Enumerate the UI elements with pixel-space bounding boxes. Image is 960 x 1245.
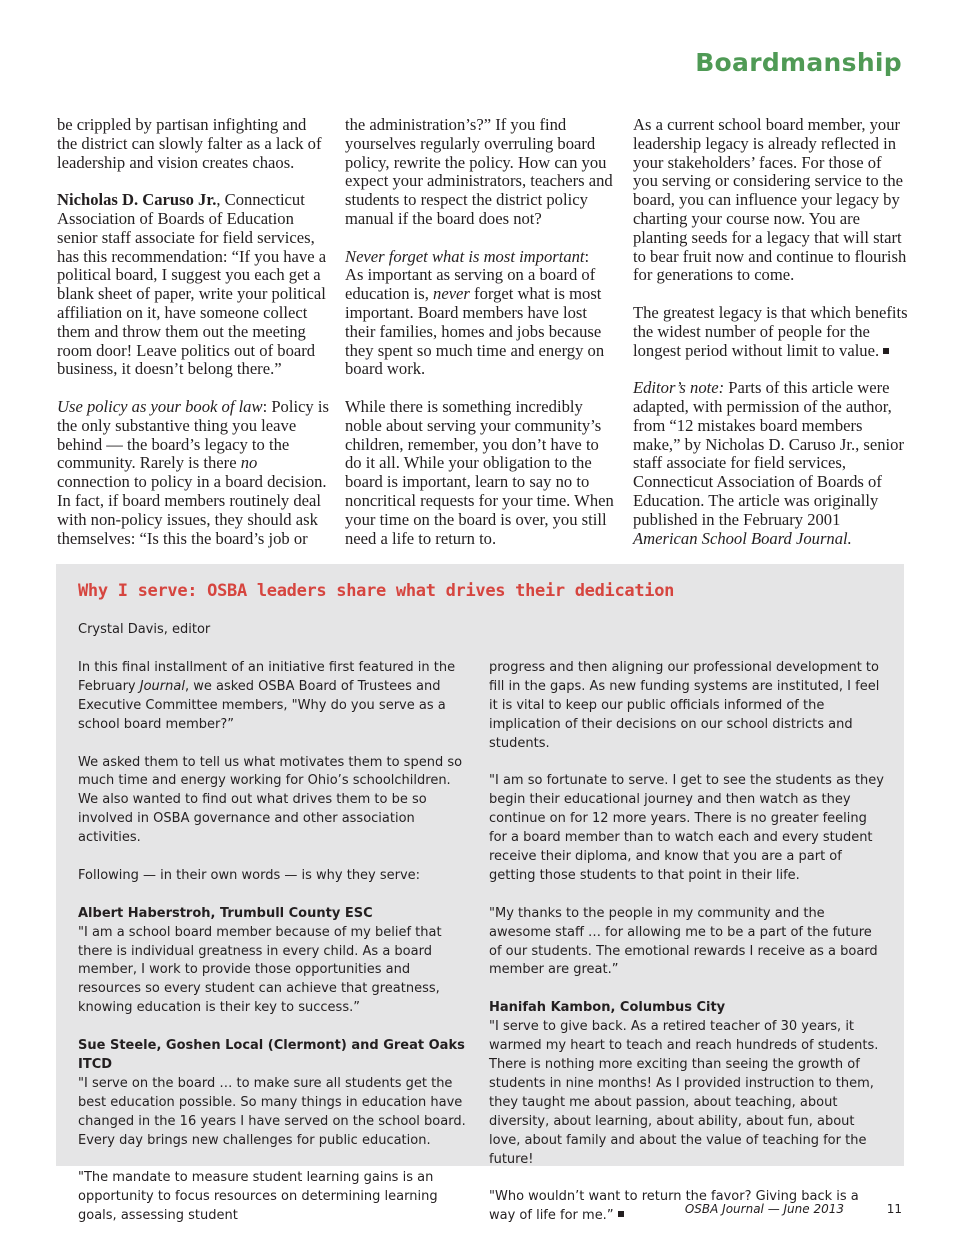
page-number: 11 xyxy=(886,1202,902,1216)
quote-author: Albert Haberstroh, Trumbull County ESC xyxy=(78,905,373,921)
editors-note xyxy=(633,379,909,548)
paragraph-text: "Who wouldn’t want to return the favor? Giving back is a way of life for me.” xyxy=(489,1189,859,1224)
paragraph-text: Parts of this article were adapted, with permission of the author, from “12 mistakes board members make,” by Nicholas D. Caruso Jr., senior staff associate for field services, Connecticut Association of Boards of Education. The article was originally published in the February 2001 xyxy=(633,378,904,529)
paragraph-text: connection to policy in a board decision. In fact, if board members routinely deal with non-policy issues, they should ask themselves: “Is this the board’s job or xyxy=(57,472,327,548)
publication-title: American School Board Journal. xyxy=(633,528,852,548)
paragraph xyxy=(57,398,329,548)
end-mark-icon xyxy=(618,1211,624,1217)
paragraph: progress and then aligning our professional development to fill in the gaps. As new funding systems are instituted, I feel it is vital to keep our public officials informed of the implication of their decisions on our school districts and students. xyxy=(489,660,880,751)
paragraph-text: forget what is most important. Board members have lost their families, homes and jobs because they spent so much time and energy on board work. xyxy=(345,284,605,379)
paragraph xyxy=(57,191,329,379)
subhead: Never forget what is most important xyxy=(345,246,585,266)
quote-block xyxy=(78,905,473,1018)
subhead: Use policy as your book of law xyxy=(57,396,263,416)
quote-block xyxy=(78,1037,473,1150)
sidebar-column-right xyxy=(489,659,884,1245)
editors-note-label: Editor’s note: xyxy=(633,378,725,398)
footer-journal-title: OSBA Journal — June 2013 xyxy=(684,1202,844,1216)
quote-text: "I serve on the board … to make sure all students get the best education possible. So many things in education have changed in the 16 years I have served on the school board. Every day brings new challenges for public education. xyxy=(78,1075,466,1148)
article-column-3 xyxy=(633,116,909,567)
quoted-person-name: Nicholas D. Caruso Jr. xyxy=(57,190,217,210)
sidebar-column-left xyxy=(78,659,473,1245)
paragraph: Following — in their own words — is why they serve: xyxy=(78,867,421,883)
sidebar-title: Why I serve: OSBA leaders share what drives their dedication xyxy=(78,581,675,601)
paragraph: "The mandate to measure student learning gains is an opportunity to focus resources on determining learning goals, assessing student xyxy=(78,1170,438,1224)
paragraph-text: In this final installment of an initiative first featured in the February xyxy=(78,660,456,694)
paragraph: the administration’s?” If you find yourselves regularly overruling board policy, rewrite the policy. How can you expect your administrators, teachers and students to respect the district policy manual if the board does not? xyxy=(345,115,613,228)
paragraph: be crippled by partisan infighting and the district can slowly falter as a lack of leadership and vision creates chaos. xyxy=(57,115,322,172)
sidebar-byline: Crystal Davis, editor xyxy=(78,622,211,637)
emphasis: never xyxy=(433,284,470,304)
paragraph: While there is something incredibly noble about serving your community’s children, remember, you don’t have to do it all. While your obligation to the board is important, learn to say no to noncritical requests for your time. When your time on the board is over, you still need a life to return to. xyxy=(345,396,614,548)
subhead-colon: : xyxy=(584,246,590,266)
paragraph-text: The greatest legacy is that which benefits the widest number of people for the longest period without limit to value. xyxy=(633,302,908,360)
section-label: Boardmanship xyxy=(695,48,902,77)
paragraph: As a current school board member, your leadership legacy is already reflected in your stakeholders’ faces. For those of you serving or considering service to the board, you can influence your legacy by charting your course now. You are planting seeds for a legacy that will start to bear fruit now and continue to flourish for generations to come. xyxy=(633,115,907,285)
paragraph-text: , Connecticut Association of Boards of Education senior staff associate for field services, has this recommendation: “If you have a political board, I suggest you each get a blank sheet of paper, write your political affiliation on it, have someone collect them and throw them out the meeting room door! Leave politics out of board business, it doesn’t belong there.” xyxy=(57,190,327,379)
article-column-2 xyxy=(345,116,617,567)
publication-title: Journal xyxy=(139,678,185,694)
quote-block xyxy=(489,999,884,1169)
paragraph-text: As important as serving on a board of education is, xyxy=(345,265,596,304)
quote-text: "I am a school board member because of my belief that there is individual greatness in every child. As a board member, I work to provide those opportunities and resources so every student can achieve that greatness, knowing education is their key to success.” xyxy=(78,924,442,1016)
paragraph: "I am so fortunate to serve. I get to see the students as they begin their educational journey and then watch as they continue on for 12 more years. There is no greater feeling for a board member than to watch each and every student receive their diploma, and know that you are a part of getting those students to that point in their life. xyxy=(489,773,884,883)
quote-text: "I serve to give back. As a retired teacher of 30 years, it warmed my heart to teach and reach hundreds of students. There is nothing more exciting than seeing the growth of students in nine months! As I provided instruction to them, they taught me about passion, about teaching, about diversity, about learning, about ability, about fun, about love, about family and about the value of teaching for the future! xyxy=(489,1019,879,1167)
paragraph-text: , we asked OSBA Board of Trustees and Executive Committee members, "Why do you serve as a school board member?” xyxy=(78,678,446,732)
paragraph: We asked them to tell us what motivates them to spend so much time and energy working for Ohio’s schoolchildren. We also wanted to find out what drives them to be so involved in OSBA governance and other association activities. xyxy=(78,754,463,846)
quote-author: Hanifah Kambon, Columbus City xyxy=(489,1000,726,1016)
paragraph: "My thanks to the people in my community and the awesome staff … for allowing me to be a part of the future of our students. The emotional rewards I receive as a board member are great.” xyxy=(489,905,878,978)
end-mark-icon xyxy=(883,348,889,354)
paragraph xyxy=(345,248,617,380)
paragraph-text: : Policy is the only substantive thing you leave behind — the board’s legacy to the community. Rarely is there xyxy=(57,396,329,473)
paragraph xyxy=(633,304,909,360)
article-column-1 xyxy=(57,116,329,567)
quote-author: Sue Steele, Goshen Local (Clermont) and Great Oaks ITCD xyxy=(78,1038,465,1072)
paragraph xyxy=(78,659,473,735)
emphasis: no xyxy=(240,453,258,473)
